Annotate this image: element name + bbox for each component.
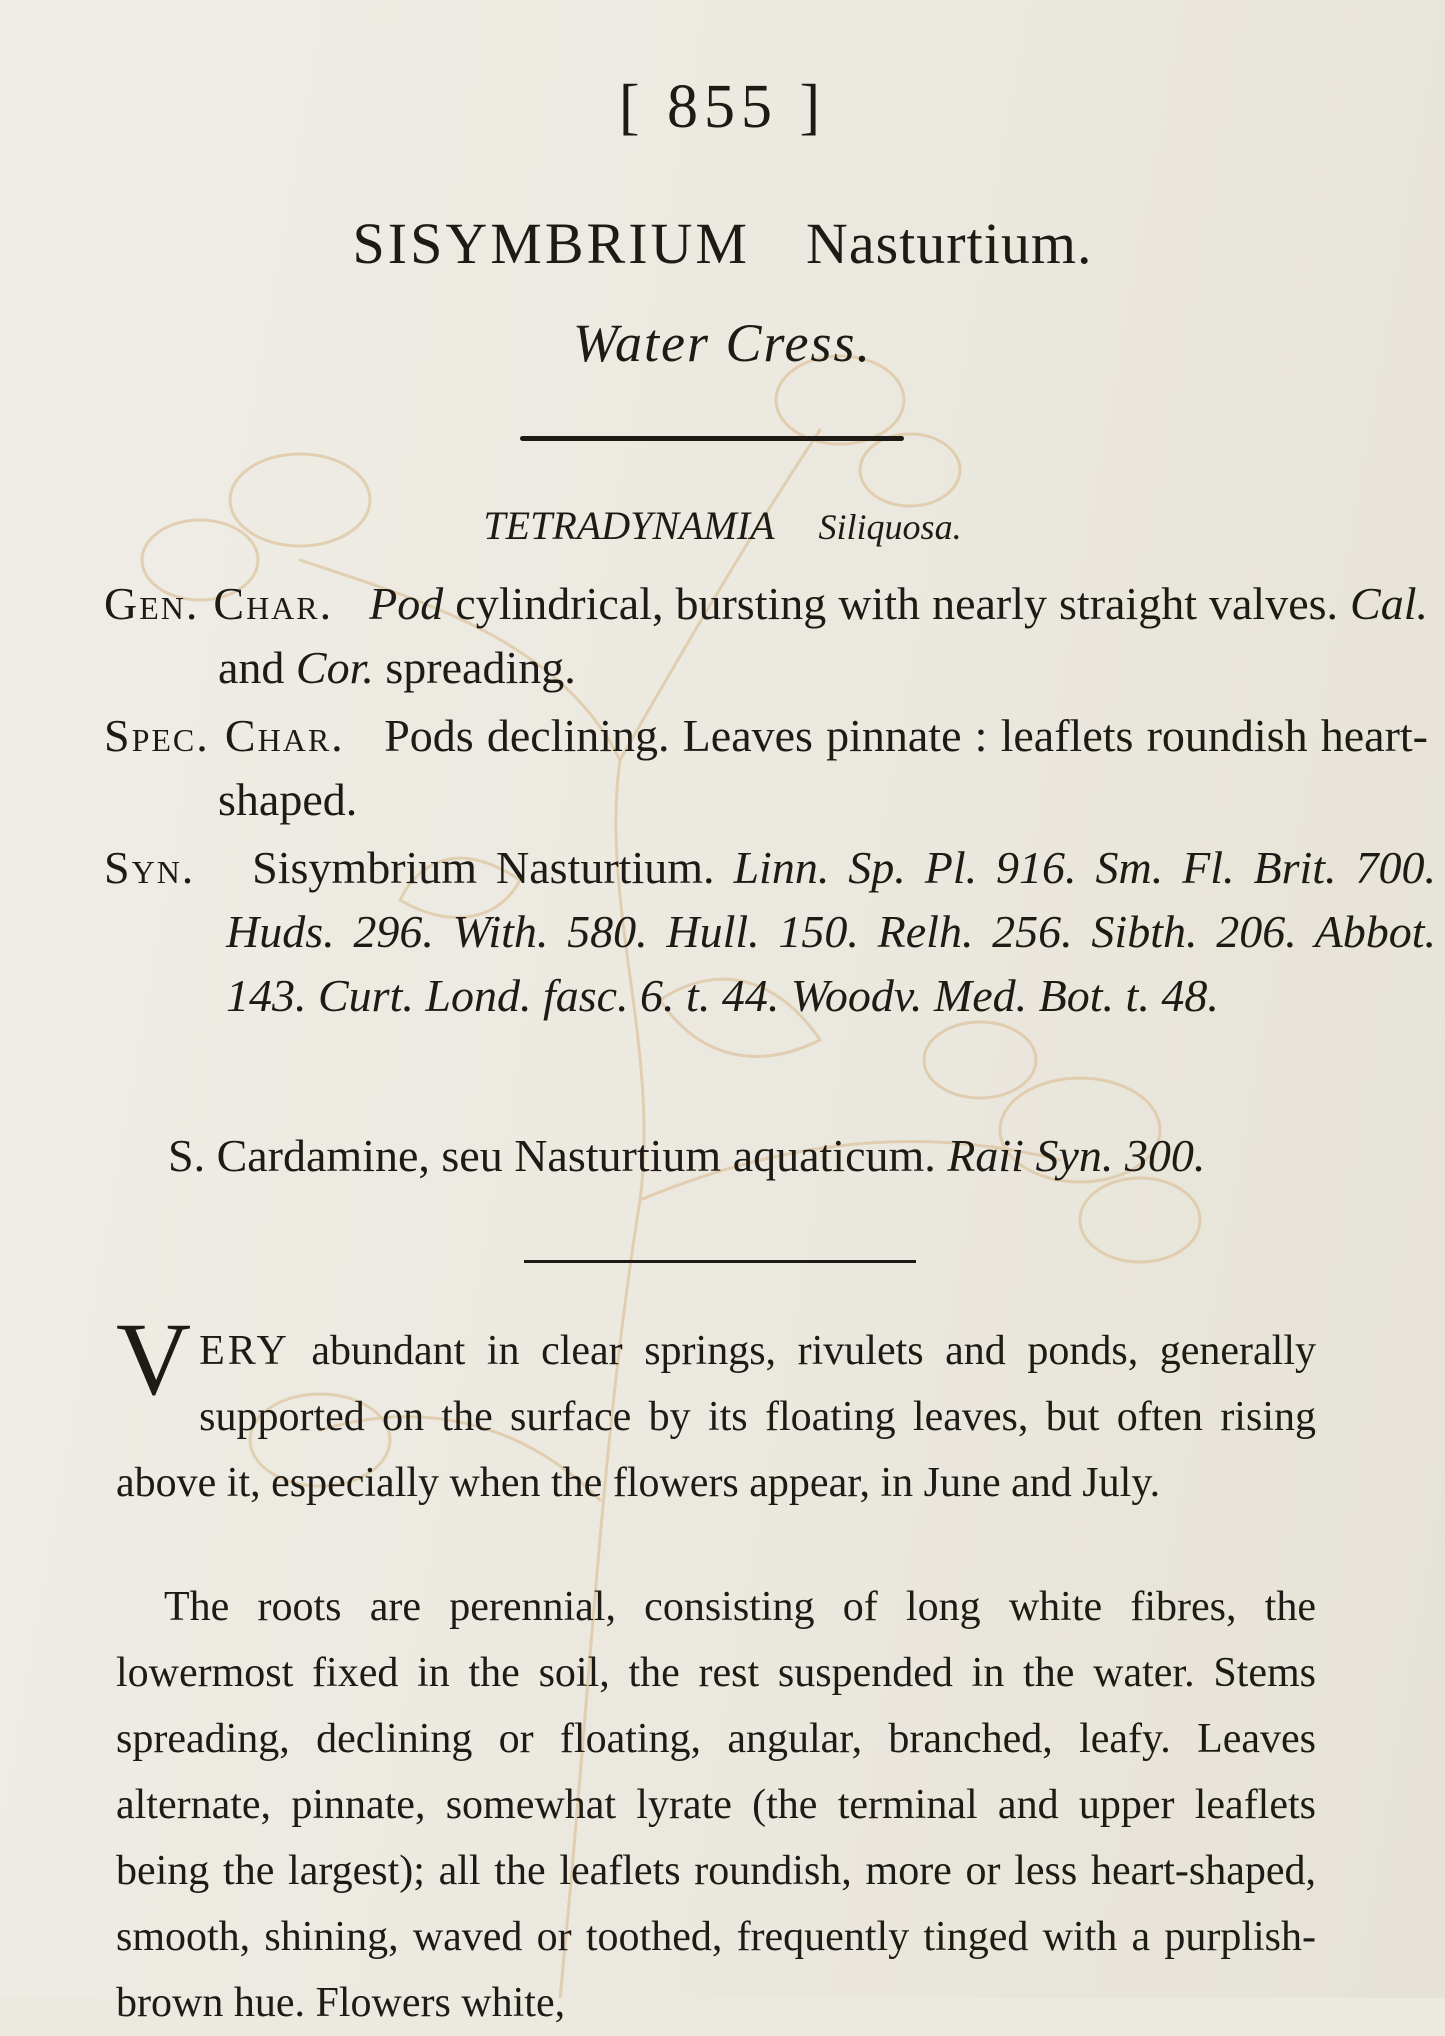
order-name: Siliquosa. xyxy=(818,507,962,547)
gen-char-text: cylindrical, bursting with nearly straight valves. xyxy=(443,578,1351,629)
calyx-term: Cal. xyxy=(1350,578,1428,629)
pod-term: Pod xyxy=(369,578,444,629)
syn-alt-name: S. Cardamine, seu Nasturtium aquaticum. xyxy=(168,1130,948,1181)
syn-alt-reference: Raii Syn. 300. xyxy=(947,1130,1206,1181)
lead-word: ERY xyxy=(199,1328,290,1374)
corolla-term: Cor. xyxy=(295,642,374,693)
species-name: Nasturtium. xyxy=(805,211,1093,276)
linnaean-classification xyxy=(0,502,1445,549)
page-number: [ 855 ] xyxy=(618,73,827,141)
gen-char-text-end: spreading. xyxy=(373,642,576,693)
syn-references: Linn. Sp. Pl. 916. Sm. Fl. Brit. 700. Huds. 296. With. 580. Hull. 150. Relh. 256. Sibth. 206. Abbot. 143. Curt. Lond. fasc. 6. t. 44. Woodv. Med. Bot. t. 48. xyxy=(226,842,1437,1021)
gen-char-and: and xyxy=(218,642,296,693)
synonymy xyxy=(104,836,1436,1028)
spec-char-label: Spec. Char. xyxy=(104,710,345,761)
genus-name: SISYMBRIUM xyxy=(352,211,750,276)
syn-name: Sisymbrium Nasturtium. xyxy=(252,842,734,893)
section-divider xyxy=(524,1260,916,1263)
drop-cap: V xyxy=(116,1302,192,1417)
common-name: Water Cress. xyxy=(572,313,873,373)
synonymy-alternate xyxy=(168,1124,1374,1188)
spec-char-text: Pods declining. Leaves pinnate : leaflets roundish heart-shaped. xyxy=(218,710,1428,825)
description-paragraph-2: The roots are perennial, consisting of long white fibres, the lowermost fixed in the soil, the rest suspended in the water. Stems spreading, declining or floating, angular, branched, leafy. Leaves alternate, pinnate, somewhat lyrate (the terminal and upper leaflets being the largest); all the leaflets roundish, more or less heart-shaped, smooth, shining, waved or toothed, frequently tinged with a purplish-brown hue. Flowers white, xyxy=(116,1584,1316,2026)
gen-char-label: Gen. Char. xyxy=(104,578,334,629)
paragraph-1-text: abundant in clear springs, rivulets and ponds, generally supported on the surface by its floating leaves, but often rising above it, especially when the flowers appear, in June and July. xyxy=(116,1328,1316,1506)
class-name: TETRADYNAMIA xyxy=(483,503,775,548)
generic-character xyxy=(104,572,1428,700)
specific-character xyxy=(104,704,1428,832)
species-title xyxy=(0,210,1445,277)
syn-label: Syn. xyxy=(104,842,196,893)
description-paragraph-1 xyxy=(116,1302,1316,1516)
title-divider xyxy=(520,436,904,441)
